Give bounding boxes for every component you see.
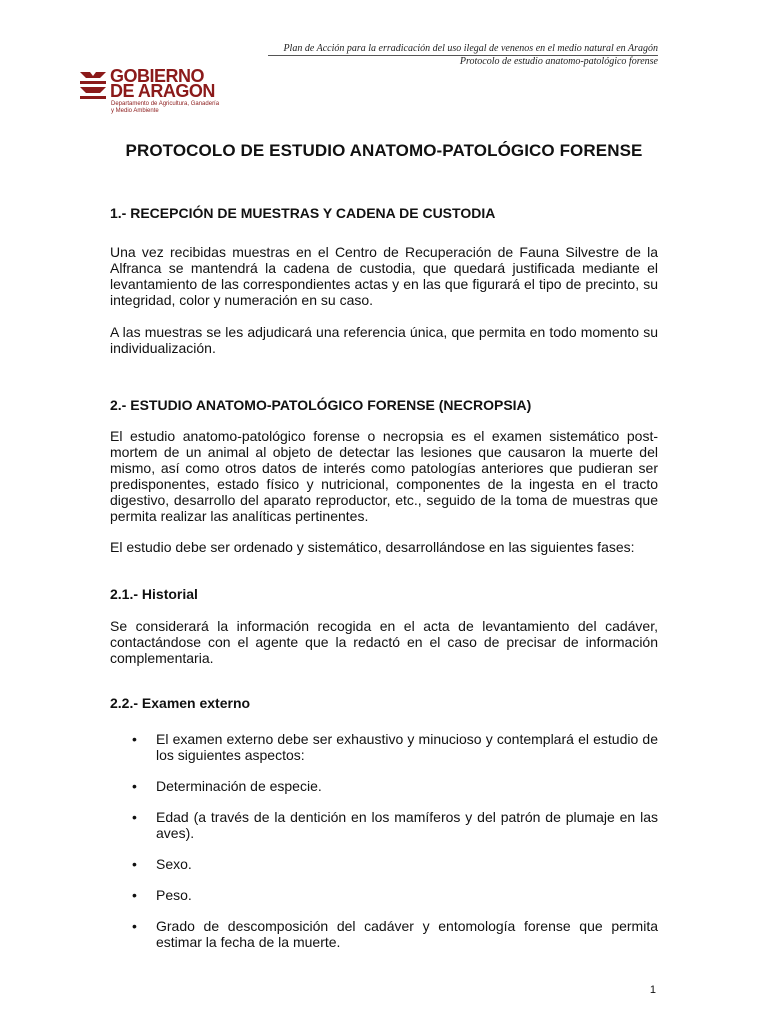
external-exam-list: [110, 731, 658, 950]
list-item: • Edad (a través de la dentición en los mamíferos y del patrón de plumaje en las aves).: [132, 809, 658, 841]
list-item: • Determinación de especie.: [132, 778, 322, 794]
bullet-icon: •: [132, 856, 137, 872]
section2-heading: 2.- ESTUDIO ANATOMO-PATOLÓGICO FORENSE (NECROPSIA): [110, 397, 532, 413]
bullet-icon: •: [132, 918, 137, 934]
list-item: • Sexo.: [132, 856, 192, 872]
section2-paragraph2: El estudio debe ser ordenado y sistemático, desarrollándose en las siguientes fases:: [110, 539, 635, 555]
logo-line1: GOBIERNO: [110, 66, 205, 86]
bullet-icon: •: [132, 887, 137, 903]
section22-heading: 2.2.- Examen externo: [110, 695, 251, 711]
list-item: • Grado de descomposición del cadáver y entomología forense que permita estimar la fecha de la muerte.: [132, 918, 658, 950]
bullet-icon: •: [132, 778, 137, 794]
document-body: [110, 205, 658, 950]
running-header-line2: Protocolo de estudio anatomo-patológico forense: [459, 56, 658, 67]
section21-heading: 2.1.- Historial: [110, 586, 198, 602]
running-header-line1: Plan de Acción para la erradicación del uso ilegal de venenos en el medio natural en Aragón: [283, 43, 658, 54]
gobierno-aragon-logo: [80, 68, 280, 118]
logo-department: Departamento de Agricultura, Ganadería y Medio Ambiente: [111, 101, 220, 114]
section2-paragraph1: El estudio anatomo-patológico forense o necropsia es el examen sistemático post-mortem de un animal al objeto de detectar las lesiones que causaron la muerte del mismo, así como otros datos de interés como patologías anteriores que pudieran ser predisponentes, estado físico y nutricional, componentes de la ingesta en el tracto digestivo, desarrollo del aparato reproductor, etc., seguido de la toma de muestras que permita realizar las analíticas pertinentes.: [110, 428, 658, 524]
logo-line2: DE ARAGON: [110, 81, 215, 101]
document-title: PROTOCOLO DE ESTUDIO ANATOMO-PATOLÓGICO FORENSE: [125, 141, 643, 160]
list-item: • El examen externo debe ser exhaustivo y minucioso y contemplará el estudio de los siguientes aspectos:: [132, 731, 658, 763]
section1-paragraph2: A las muestras se les adjudicará una referencia única, que permita en todo momento su individualización.: [110, 324, 658, 356]
bullet-icon: •: [132, 731, 137, 747]
aragon-emblem-icon: [80, 70, 106, 100]
bullet-icon: •: [132, 809, 137, 825]
section21-paragraph1: Se considerará la información recogida en el acta de levantamiento del cadáver, contactándose con el agente que la redactó en el caso de precisar de información complementaria.: [110, 618, 658, 666]
running-header: [268, 43, 658, 68]
section1-heading: 1.- RECEPCIÓN DE MUESTRAS Y CADENA DE CUSTODIA: [110, 205, 496, 221]
list-item: • Peso.: [132, 887, 192, 903]
page-number: 1: [649, 984, 656, 996]
section1-paragraph1: Una vez recibidas muestras en el Centro de Recuperación de Fauna Silvestre de la Alfranca se mantendrá la cadena de custodia, que quedará justificada mediante el levantamiento de las correspondientes actas y en las que figurará el tipo de precinto, su integridad, color y numeración en su caso.: [110, 244, 658, 308]
